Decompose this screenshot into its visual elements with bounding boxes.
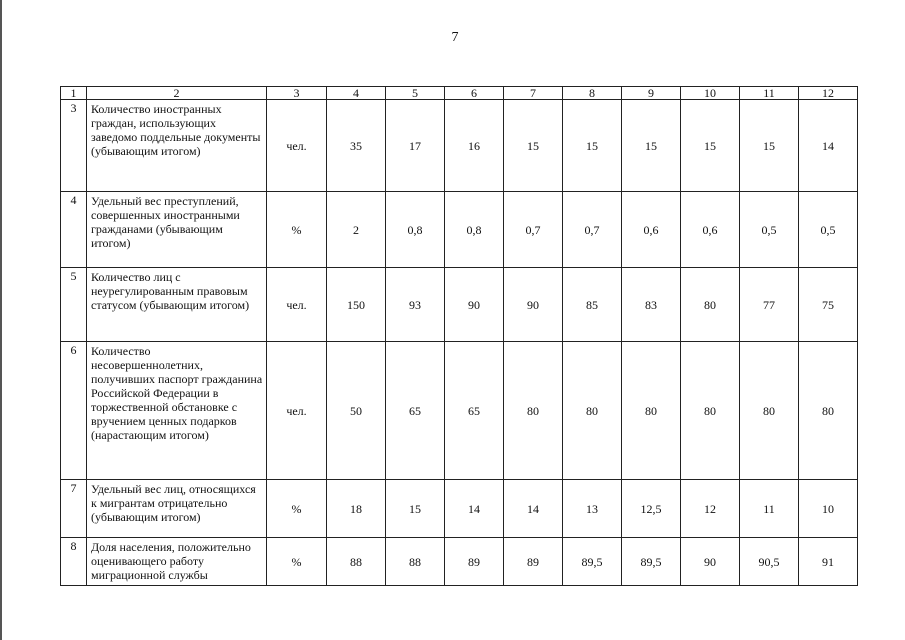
value-cell: 80 [799,342,858,480]
table-row [61,538,858,586]
value-cell: 75 [799,268,858,342]
value-cell: 14 [799,100,858,192]
header-cell: 4 [327,87,386,100]
value-cell: 15 [563,100,622,192]
value-cell: 0,6 [681,192,740,268]
value-cell: 0,8 [386,192,445,268]
unit-cell: чел. [267,342,327,480]
value-cell: 65 [386,342,445,480]
table-row [61,268,858,342]
value-cell: 90 [445,268,504,342]
value-cell: 93 [386,268,445,342]
table-row [61,480,858,538]
header-cell: 8 [563,87,622,100]
indicator-name: Удельный вес преступлений, совершенных иностранными гражданами (убывающим итогом) [87,192,267,268]
row-number: 3 [61,100,87,192]
indicator-name: Количество несовершеннолетних, получивших паспорт гражданина Российской Федерации в торжественной обстановке с вручением ценных подарков (нарастающим итогом) [87,342,267,480]
value-cell: 80 [681,268,740,342]
value-cell: 12 [681,480,740,538]
value-cell: 90 [681,538,740,586]
page-number: 7 [451,30,459,45]
header-cell: 3 [267,87,327,100]
value-cell: 90 [504,268,563,342]
value-cell: 15 [504,100,563,192]
table-header-row [61,87,858,100]
row-number: 8 [61,538,87,586]
unit-cell: % [267,192,327,268]
value-cell: 0,8 [445,192,504,268]
value-cell: 15 [386,480,445,538]
value-cell: 89 [504,538,563,586]
value-cell: 0,6 [622,192,681,268]
value-cell: 88 [327,538,386,586]
value-cell: 50 [327,342,386,480]
value-cell: 16 [445,100,504,192]
header-cell: 2 [87,87,267,100]
value-cell: 90,5 [740,538,799,586]
value-cell: 91 [799,538,858,586]
indicator-name: Удельный вес лиц, относящихся к мигрантам отрицательно (убывающим итогом) [87,480,267,538]
value-cell: 88 [386,538,445,586]
value-cell: 14 [445,480,504,538]
value-cell: 15 [740,100,799,192]
value-cell: 89 [445,538,504,586]
unit-cell: % [267,480,327,538]
header-cell: 9 [622,87,681,100]
header-cell: 7 [504,87,563,100]
table-row [61,100,858,192]
value-cell: 89,5 [563,538,622,586]
row-number: 5 [61,268,87,342]
value-cell: 18 [327,480,386,538]
value-cell: 0,5 [740,192,799,268]
header-cell: 6 [445,87,504,100]
value-cell: 0,5 [799,192,858,268]
header-cell: 12 [799,87,858,100]
value-cell: 35 [327,100,386,192]
header-cell: 1 [61,87,87,100]
unit-cell: чел. [267,268,327,342]
value-cell: 80 [563,342,622,480]
unit-cell: чел. [267,100,327,192]
value-cell: 80 [740,342,799,480]
value-cell: 15 [622,100,681,192]
value-cell: 80 [622,342,681,480]
value-cell: 89,5 [622,538,681,586]
value-cell: 83 [622,268,681,342]
value-cell: 15 [681,100,740,192]
value-cell: 13 [563,480,622,538]
value-cell: 0,7 [563,192,622,268]
indicators-table [60,86,858,586]
indicator-name: Количество иностранных граждан, использующих заведомо поддельные документы (убывающим итогом) [87,100,267,192]
value-cell: 85 [563,268,622,342]
header-cell: 10 [681,87,740,100]
table-row [61,342,858,480]
page-left-edge [0,0,2,640]
header-cell: 5 [386,87,445,100]
value-cell: 2 [327,192,386,268]
value-cell: 12,5 [622,480,681,538]
value-cell: 150 [327,268,386,342]
value-cell: 14 [504,480,563,538]
value-cell: 77 [740,268,799,342]
header-cell: 11 [740,87,799,100]
row-number: 6 [61,342,87,480]
value-cell: 11 [740,480,799,538]
value-cell: 10 [799,480,858,538]
row-number: 4 [61,192,87,268]
indicator-name: Количество лиц с неурегулированным правовым статусом (убывающим итогом) [87,268,267,342]
unit-cell: % [267,538,327,586]
table-row [61,192,858,268]
row-number: 7 [61,480,87,538]
value-cell: 80 [681,342,740,480]
value-cell: 80 [504,342,563,480]
indicator-name: Доля населения, положительно оценивающего работу миграционной службы [87,538,267,586]
value-cell: 17 [386,100,445,192]
value-cell: 0,7 [504,192,563,268]
value-cell: 65 [445,342,504,480]
